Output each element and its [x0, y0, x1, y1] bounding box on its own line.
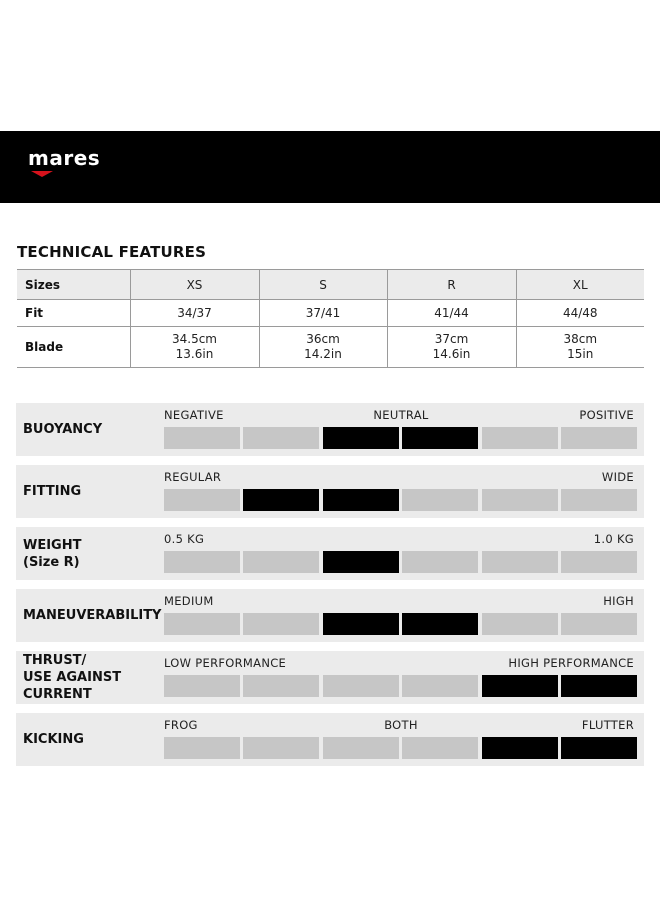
blade-xs-cm: 34.5cm — [171, 332, 217, 346]
rating-segment-empty — [243, 613, 319, 635]
blade-s — [259, 327, 387, 368]
feature-label-line: KICKING — [23, 732, 84, 747]
rating-segment-empty — [561, 613, 637, 635]
feature-label — [23, 537, 163, 571]
section-title: TECHNICAL FEATURES — [17, 243, 207, 261]
rating-segment-filled — [561, 675, 637, 697]
blade-xs-in: 13.6in — [175, 347, 214, 361]
fit-label: Fit — [17, 300, 130, 327]
size-r: R — [387, 270, 516, 300]
scale-left-label: LOW PERFORMANCE — [164, 656, 287, 670]
scale-right-label: HIGH — [603, 594, 634, 608]
scale-left-label: NEGATIVE — [164, 408, 224, 422]
feature-panel-fitting — [16, 465, 644, 518]
rating-segment-empty — [402, 675, 478, 697]
blade-s-in: 14.2in — [304, 347, 342, 361]
blade-xl-cm: 38cm — [563, 332, 598, 346]
blade-xs — [130, 327, 259, 368]
rating-segment-empty — [561, 427, 637, 449]
scale-mid-label: NEUTRAL — [373, 408, 429, 422]
scale-mid-label: BOTH — [384, 718, 418, 732]
logo-chevron-icon — [31, 171, 53, 177]
rating-segment-empty — [164, 613, 240, 635]
feature-label-line: CURRENT — [23, 687, 92, 702]
feature-panel-thrust-use-against-current — [16, 651, 644, 704]
scale-right-label: HIGH PERFORMANCE — [508, 656, 634, 670]
feature-panel-buoyancy — [16, 403, 644, 456]
feature-label — [23, 483, 163, 500]
fit-xs: 34/37 — [130, 300, 259, 327]
scale-left-label: REGULAR — [164, 470, 222, 484]
rating-segment-empty — [164, 427, 240, 449]
fit-r: 41/44 — [387, 300, 516, 327]
feature-panel-weight-size-r — [16, 527, 644, 580]
rating-segment-filled — [402, 613, 478, 635]
rating-segment-empty — [561, 489, 637, 511]
feature-label-line: THRUST/ — [23, 653, 87, 668]
rating-segment-empty — [243, 737, 319, 759]
rating-segment-filled — [323, 489, 399, 511]
scale-left-label: MEDIUM — [164, 594, 214, 608]
scale-left-label: FROG — [164, 718, 198, 732]
rating-segment-empty — [561, 551, 637, 573]
rating-segment-filled — [243, 489, 319, 511]
feature-label-line: (Size R) — [23, 555, 80, 570]
table-row-blade — [17, 327, 644, 368]
rating-segment-filled — [482, 737, 558, 759]
size-xs: XS — [130, 270, 259, 300]
rating-segment-empty — [402, 737, 478, 759]
fit-s: 37/41 — [259, 300, 387, 327]
fit-xl: 44/48 — [516, 300, 644, 327]
rating-segment-empty — [402, 489, 478, 511]
feature-label-line: BUOYANCY — [23, 422, 103, 437]
rating-segment-filled — [323, 551, 399, 573]
scale-left-label: 0.5 KG — [164, 532, 205, 546]
feature-label-line: FITTING — [23, 484, 82, 499]
size-s: S — [259, 270, 387, 300]
feature-label-line: WEIGHT — [23, 538, 82, 553]
feature-panel-kicking — [16, 713, 644, 766]
rating-segment-empty — [323, 675, 399, 697]
rating-segment-filled — [323, 613, 399, 635]
rating-segment-empty — [164, 675, 240, 697]
scale-right-label: 1.0 KG — [593, 532, 634, 546]
feature-label — [23, 652, 163, 703]
rating-segment-filled — [402, 427, 478, 449]
rating-segment-empty — [323, 737, 399, 759]
blade-r-in: 14.6in — [432, 347, 471, 361]
table-row-sizes — [17, 270, 644, 300]
blade-s-cm: 36cm — [306, 332, 340, 346]
rating-segment-empty — [243, 675, 319, 697]
rating-segment-empty — [164, 551, 240, 573]
rating-segment-empty — [164, 737, 240, 759]
blade-r-cm: 37cm — [434, 332, 469, 346]
rating-segment-empty — [402, 551, 478, 573]
rating-segment-empty — [482, 427, 558, 449]
table-row-fit — [17, 300, 644, 327]
feature-label — [23, 731, 163, 748]
sizes-label: Sizes — [17, 270, 130, 300]
rating-segment-filled — [482, 675, 558, 697]
blade-xl — [516, 327, 644, 368]
scale-right-label: FLUTTER — [581, 718, 634, 732]
blade-r — [387, 327, 516, 368]
rating-segment-empty — [243, 551, 319, 573]
blade-xl-in: 15in — [567, 347, 594, 361]
mares-logo — [28, 145, 118, 177]
logo-text: mares — [28, 146, 101, 170]
rating-segment-empty — [482, 551, 558, 573]
rating-segment-filled — [323, 427, 399, 449]
rating-segment-empty — [164, 489, 240, 511]
rating-segment-empty — [482, 489, 558, 511]
feature-label — [23, 421, 163, 438]
size-xl: XL — [516, 270, 644, 300]
rating-segment-filled — [561, 737, 637, 759]
feature-label-line: MANEUVERABILITY — [23, 608, 162, 623]
feature-panel-maneuverability — [16, 589, 644, 642]
blade-label: Blade — [17, 327, 130, 368]
rating-segment-empty — [243, 427, 319, 449]
feature-label — [23, 607, 163, 624]
rating-segment-empty — [482, 613, 558, 635]
scale-right-label: POSITIVE — [579, 408, 634, 422]
feature-label-line: USE AGAINST — [23, 670, 122, 685]
specs-table — [17, 269, 644, 368]
scale-right-label: WIDE — [601, 470, 634, 484]
